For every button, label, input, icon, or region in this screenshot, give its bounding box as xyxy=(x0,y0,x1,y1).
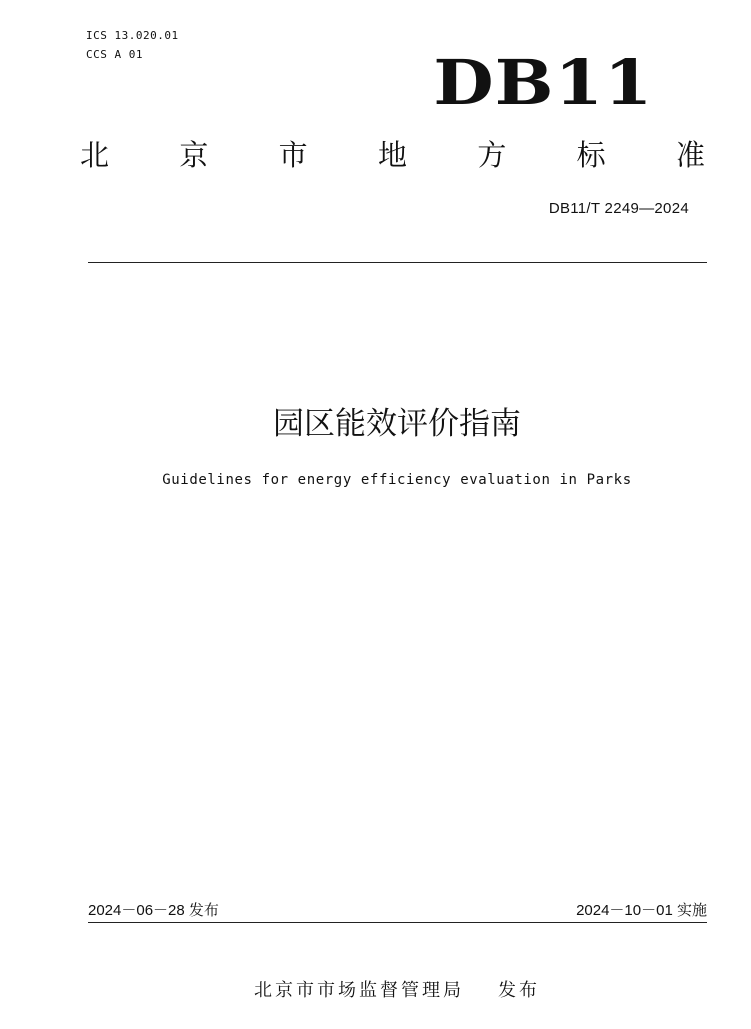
ccs-code: CCS A 01 xyxy=(86,48,143,61)
standard-number: DB11/T 2249—2024 xyxy=(548,200,689,217)
standard-logo: DB11 xyxy=(432,46,653,119)
publisher-line xyxy=(0,976,751,1002)
standard-type-char: 京 xyxy=(179,138,209,172)
implementation-label: 实施 xyxy=(676,901,707,919)
issue-date-line xyxy=(88,900,219,921)
standard-type-char: 市 xyxy=(278,138,308,172)
standard-type-char: 地 xyxy=(377,138,407,172)
standard-type-heading xyxy=(80,137,705,173)
document-title-chinese: 园区能效评价指南 xyxy=(273,406,521,442)
standard-type-char: 方 xyxy=(477,138,507,172)
ics-code: ICS 13.020.01 xyxy=(86,29,179,42)
issue-label: 发布 xyxy=(188,901,219,919)
publisher-action: 发布 xyxy=(498,980,540,1001)
implementation-date-line xyxy=(576,900,707,921)
document-title-english: Guidelines for energy efficiency evaluation in Parks xyxy=(162,472,632,488)
top-divider xyxy=(88,262,707,263)
standard-type-char: 北 xyxy=(80,138,110,172)
publisher-name: 北京市市场监督管理局 xyxy=(254,980,464,1001)
issue-date: 2024－06－28 xyxy=(88,902,185,919)
implementation-date: 2024－10－01 xyxy=(576,902,673,919)
standard-type-char: 准 xyxy=(675,138,705,172)
bottom-divider xyxy=(88,922,707,923)
standard-type-char: 标 xyxy=(576,138,606,172)
